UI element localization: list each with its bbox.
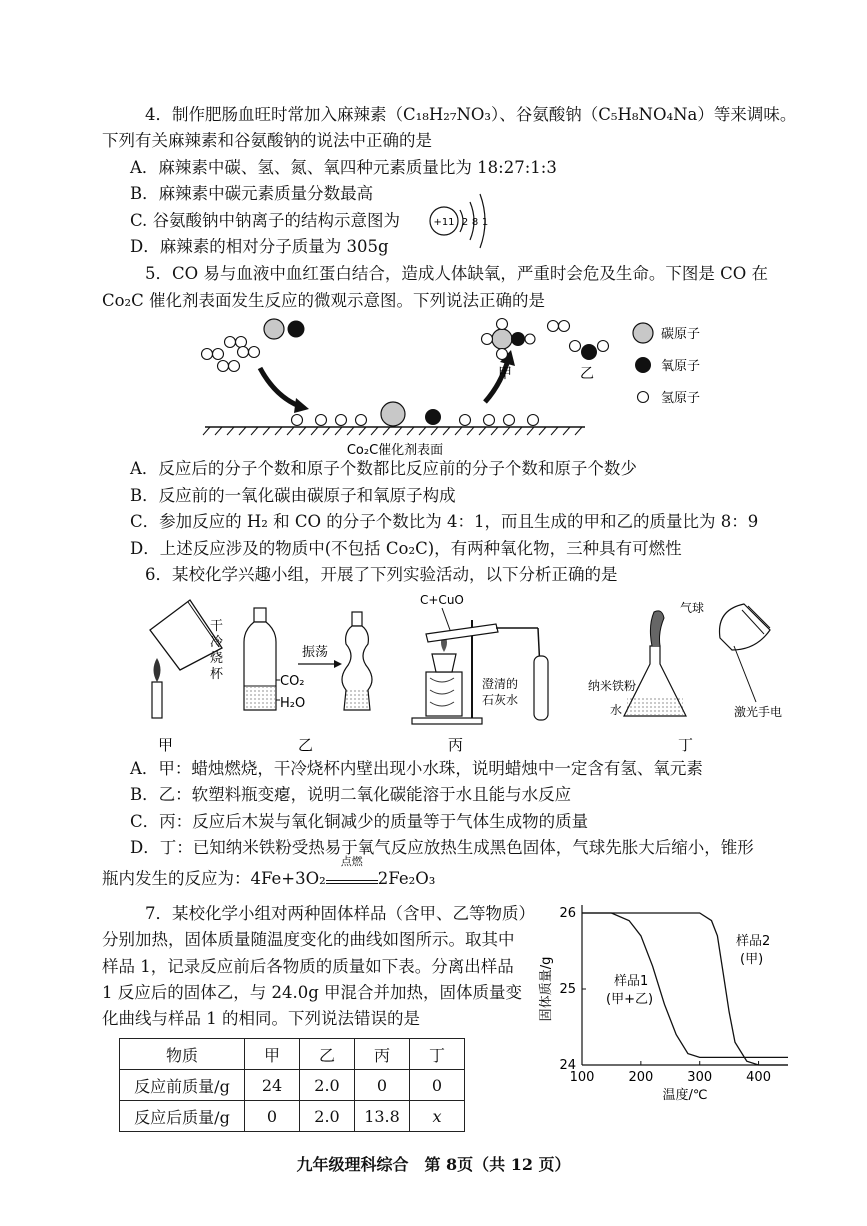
legend-carbon-icon [633, 323, 653, 343]
q5-option-b: B．反应前的一氧化碳由碳原子和氧原子构成 [130, 486, 456, 505]
q7-stem-line3: 样品 1，记录反应前后各物质的质量如下表。分离出样品 [102, 957, 514, 976]
q5-option-c: C．参加反应的 H₂ 和 CO 的分子个数比为 4：1，而且生成的甲和乙的质量比为 8：9 [130, 512, 759, 531]
table-row [120, 1070, 465, 1101]
legend-oxygen-icon [635, 357, 651, 373]
table-cell: 2.0 [300, 1070, 355, 1101]
q4-option-c: C. 谷氨酸钠中钠离子的结构示意图为 [130, 211, 401, 230]
table-header-cell: 甲 [245, 1039, 300, 1070]
table-cell: 反应前质量/g [120, 1070, 245, 1101]
q6-experiments-figure [130, 590, 790, 760]
legend-hydrogen-icon [638, 392, 649, 403]
table-header-row [120, 1039, 465, 1070]
y-tick-label: 24 [559, 1058, 576, 1073]
ion-nucleus: +11 [433, 217, 455, 228]
q6-stem: 6．某校化学兴趣小组，开展了下列实验活动，以下分析正确的是 [145, 565, 618, 584]
ion-shell-1: 2 [461, 217, 469, 228]
yi-shake: 振荡 [302, 645, 329, 660]
catalyst-reaction-diagram [195, 312, 735, 460]
q7-stem-line1: 7．某校化学小组对两种固体样品（含甲、乙等物质） [145, 904, 535, 923]
q6-option-d-line2: 瓶内发生的反应为：4Fe+3O₂ 点燃 2Fe₂O₃ [102, 855, 436, 888]
legend-carbon: 碳原子 [661, 327, 701, 342]
svg-text:杯: 杯 [210, 667, 224, 682]
table-header-cell: 丁 [410, 1039, 465, 1070]
series-2-label-line1: 样品2 [736, 934, 771, 949]
q7-stem-line5: 化曲线与样品 1 的相同。下列说法错误的是 [102, 1009, 420, 1028]
yi-co2: CO₂ [280, 674, 305, 689]
q5-stem-line2: Co₂C 催化剂表面发生反应的微观示意图。下列说法正确的是 [102, 291, 546, 310]
ding-powder: 纳米铁粉 [588, 679, 637, 693]
series-2-label-line2: (甲) [740, 952, 764, 967]
page-footer: 九年级理科综合 第 8页（共 12 页） [296, 1155, 571, 1174]
table-header-cell: 乙 [300, 1039, 355, 1070]
table-cell: 0 [410, 1070, 465, 1101]
q6-option-d-line1: D．丁：已知纳米铁粉受热易于氧气反应放热生成黑色固体，气球先胀大后缩小，锥形 [130, 838, 754, 857]
x-tick-label: 300 [687, 1070, 713, 1085]
bing-top: C+CuO [420, 593, 464, 607]
table-cell: x [410, 1101, 465, 1132]
ding-laser: 激光手电 [734, 705, 783, 719]
legend-hydrogen: 氢原子 [661, 391, 701, 406]
jia-beaker-label-1: 干 [210, 619, 224, 634]
table-cell: 24 [245, 1070, 300, 1101]
x-tick-label: 100 [569, 1070, 595, 1085]
ion-shell-2: 8 [471, 217, 479, 228]
x-tick-label: 400 [746, 1070, 771, 1085]
label-yi: 乙 [580, 366, 594, 382]
label-jia: 甲 [498, 366, 512, 382]
svg-text:石灰水: 石灰水 [482, 693, 519, 707]
table-cell: 2.0 [300, 1101, 355, 1132]
q7-stem-line2: 分别加热，固体质量随温度变化的曲线如图所示。取其中 [102, 930, 515, 949]
svg-text:澄清的: 澄清的 [482, 677, 519, 691]
q6-option-c: C．丙：反应后木炭与氧化铜减少的质量等于气体生成物的质量 [130, 812, 589, 831]
x-tick-label: 200 [628, 1070, 654, 1085]
q5-option-a: A．反应后的分子个数和原子个数都比反应前的分子个数和原子个数少 [130, 459, 637, 478]
y-tick-label: 26 [559, 906, 576, 921]
legend-oxygen: 氧原子 [661, 359, 701, 374]
table-header-cell: 物质 [120, 1039, 245, 1070]
caption-bing: 丙 [448, 736, 464, 754]
ding-water: 水 [610, 703, 623, 717]
table-cell: 反应后质量/g [120, 1101, 245, 1132]
table-cell: 13.8 [355, 1101, 410, 1132]
condition-text: 点燃 [340, 855, 363, 868]
q7-stem-line4: 1 反应后的固体乙，与 24.0g 甲混合并加热，固体质量变 [102, 983, 523, 1002]
yi-h2o: H₂O [280, 696, 306, 711]
caption-yi: 乙 [298, 736, 314, 754]
series-1-label-line2: (甲+乙) [606, 992, 654, 1007]
q4-option-a: A．麻辣素中碳、氢、氮、氧四种元素质量比为 18:27:1:3 [130, 158, 557, 177]
series-1-label-line1: 样品1 [614, 974, 649, 989]
sodium-ion-diagram [422, 188, 497, 258]
q4-option-d: D．麻辣素的相对分子质量为 305g [130, 237, 389, 256]
q6-option-a: A．甲：蜡烛燃烧，干冷烧杯内壁出现小水珠，说明蜡烛中一定含有氢、氧元素 [130, 759, 703, 778]
q5-stem-line1: 5．CO 易与血液中血红蛋白结合，造成人体缺氧，严重时会危及生命。下图是 CO 在 [145, 264, 769, 283]
q5-option-d: D．上述反应涉及的物质中(不包括 Co₂C)，有两种氧化物，三种具有可燃性 [130, 539, 682, 558]
q4-option-b: B．麻辣素中碳元素质量分数最高 [130, 184, 374, 203]
q6-option-b: B．乙：软塑料瓶变瘪，说明二氧化碳能溶于水且能与水反应 [130, 785, 572, 804]
x-axis-label: 温度/℃ [662, 1088, 708, 1103]
q4-stem-line2: 下列有关麻辣素和谷氨酸钠的说法中正确的是 [102, 131, 432, 150]
table-cell: 0 [245, 1101, 300, 1132]
table-cell: 0 [355, 1070, 410, 1101]
mass-temperature-chart [530, 895, 800, 1110]
svg-text:烧: 烧 [210, 651, 224, 666]
surface-label: Co₂C催化剂表面 [346, 443, 444, 458]
table-row [120, 1101, 465, 1132]
y-axis-label: 固体质量/g [539, 956, 554, 1022]
svg-text:冷: 冷 [210, 635, 224, 650]
caption-ding: 丁 [678, 736, 694, 754]
caption-jia: 甲 [158, 736, 174, 754]
ion-shell-3: 1 [481, 217, 489, 228]
q4-stem-line1: 4．制作肥肠血旺时常加入麻辣素（C₁₈H₂₇NO₃）、谷氨酸钠（C₅H₈NO₄Na）等来调味。 [145, 105, 797, 124]
mass-table [119, 1038, 465, 1132]
y-tick-label: 25 [559, 982, 576, 997]
ding-balloon: 气球 [680, 601, 705, 615]
table-header-cell: 丙 [355, 1039, 410, 1070]
